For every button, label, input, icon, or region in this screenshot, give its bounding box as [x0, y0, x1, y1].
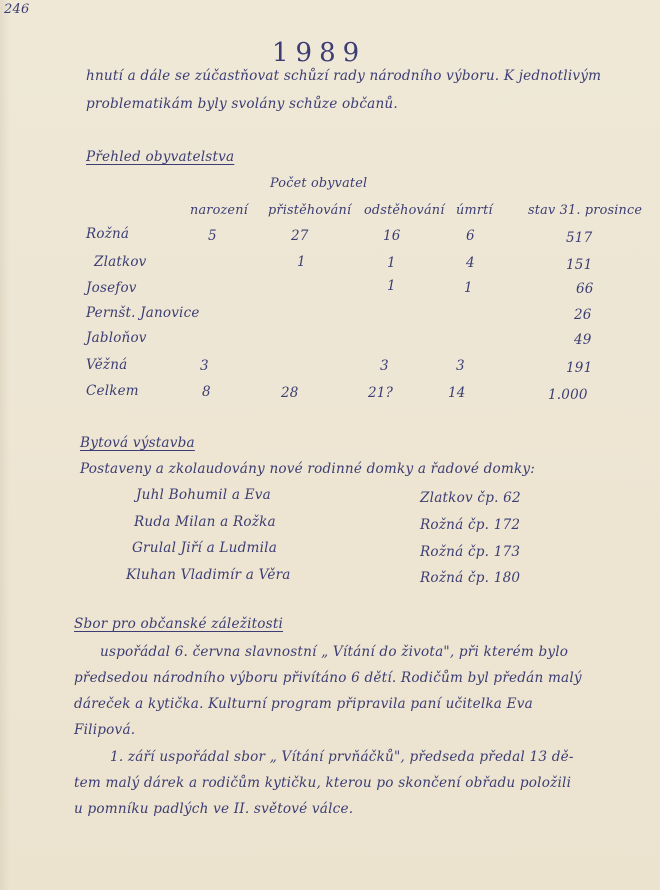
status-value: 517	[566, 230, 593, 246]
emigration-value: 16	[383, 228, 401, 244]
deaths-value: 1	[464, 280, 473, 296]
population-title: Přehled obyvatelstva	[86, 149, 235, 165]
civic-title: Sbor pro občanské záležitosti	[74, 616, 284, 632]
page-number: 246	[4, 2, 30, 17]
row-name: Věžná	[86, 357, 128, 373]
intro-line-2: problematikám byly svolány schůze občanů.	[86, 96, 398, 112]
births-value: 3	[200, 358, 209, 374]
deaths-value: 6	[466, 228, 475, 244]
row-name: Josefov	[86, 280, 137, 296]
row-name: Pernšt. Janovice	[86, 305, 200, 321]
civic-line-1: uspořádal 6. června slavnostní „ Vítání do života", při kterém bylo	[100, 644, 569, 660]
immigration-value: 28	[281, 385, 299, 401]
status-value: 1.000	[548, 387, 588, 403]
housing-address: Zlatkov čp. 62	[420, 490, 521, 506]
housing-owner: Grulal Jiří a Ludmila	[132, 540, 277, 556]
year-heading: 1989	[272, 38, 367, 68]
immigration-value: 1	[297, 254, 306, 270]
row-name: Jabloňov	[86, 330, 147, 346]
housing-owner: Ruda Milan a Rožka	[134, 514, 276, 530]
housing-address: Rožná čp. 173	[420, 544, 521, 560]
status-value: 49	[574, 332, 592, 348]
col-header-status: stav 31. prosince	[528, 203, 643, 218]
housing-intro: Postaveny a zkolaudovány nové rodinné domky a řadové domky:	[80, 461, 536, 477]
row-name: Zlatkov	[94, 254, 147, 270]
deaths-value: 14	[448, 385, 466, 401]
col-header-births: narození	[190, 203, 248, 218]
housing-owner: Kluhan Vladimír a Věra	[126, 567, 291, 583]
housing-address: Rožná čp. 172	[420, 517, 521, 533]
emigration-value: 3	[380, 358, 389, 374]
housing-address: Rožná čp. 180	[420, 570, 521, 586]
births-value: 8	[202, 384, 211, 400]
col-header-immigration: přistěhování	[268, 203, 352, 218]
row-name: Celkem	[86, 383, 139, 399]
civic-line-5: 1. září uspořádal sbor „ Vítání prvňáčků", předseda předal 13 dě-	[110, 749, 574, 765]
status-value: 151	[566, 257, 593, 273]
row-name: Rožná	[86, 226, 130, 242]
emigration-value: 21?	[368, 385, 394, 401]
intro-line-1: hnutí a dále se zúčastňovat schůzí rady národního výboru. K jednotlivým	[86, 68, 602, 84]
civic-line-7: u pomníku padlých ve II. světové válce.	[74, 801, 354, 817]
status-value: 26	[574, 307, 592, 323]
births-value: 5	[208, 228, 217, 244]
housing-owner: Juhl Bohumil a Eva	[136, 487, 271, 503]
civic-line-6: tem malý dárek a rodičům kytičku, kterou po skončení obřadu položili	[74, 775, 572, 791]
col-header-deaths: úmrtí	[456, 203, 493, 218]
emigration-value: 1	[387, 255, 396, 271]
deaths-value: 3	[456, 358, 465, 374]
status-value: 191	[566, 360, 593, 376]
civic-line-4: Filipová.	[74, 722, 136, 738]
emigration-value: 1	[387, 278, 396, 294]
civic-line-2: předsedou národního výboru přivítáno 6 dětí. Rodičům byl předán malý	[74, 670, 582, 686]
col-header-emigration: odstěhování	[364, 203, 445, 218]
population-group-header: Počet obyvatel	[270, 176, 368, 191]
status-value: 66	[576, 281, 594, 297]
immigration-value: 27	[291, 228, 309, 244]
housing-title: Bytová výstavba	[80, 435, 195, 451]
civic-line-3: dáreček a kytička. Kulturní program připravila paní učitelka Eva	[74, 696, 533, 712]
deaths-value: 4	[466, 255, 475, 271]
